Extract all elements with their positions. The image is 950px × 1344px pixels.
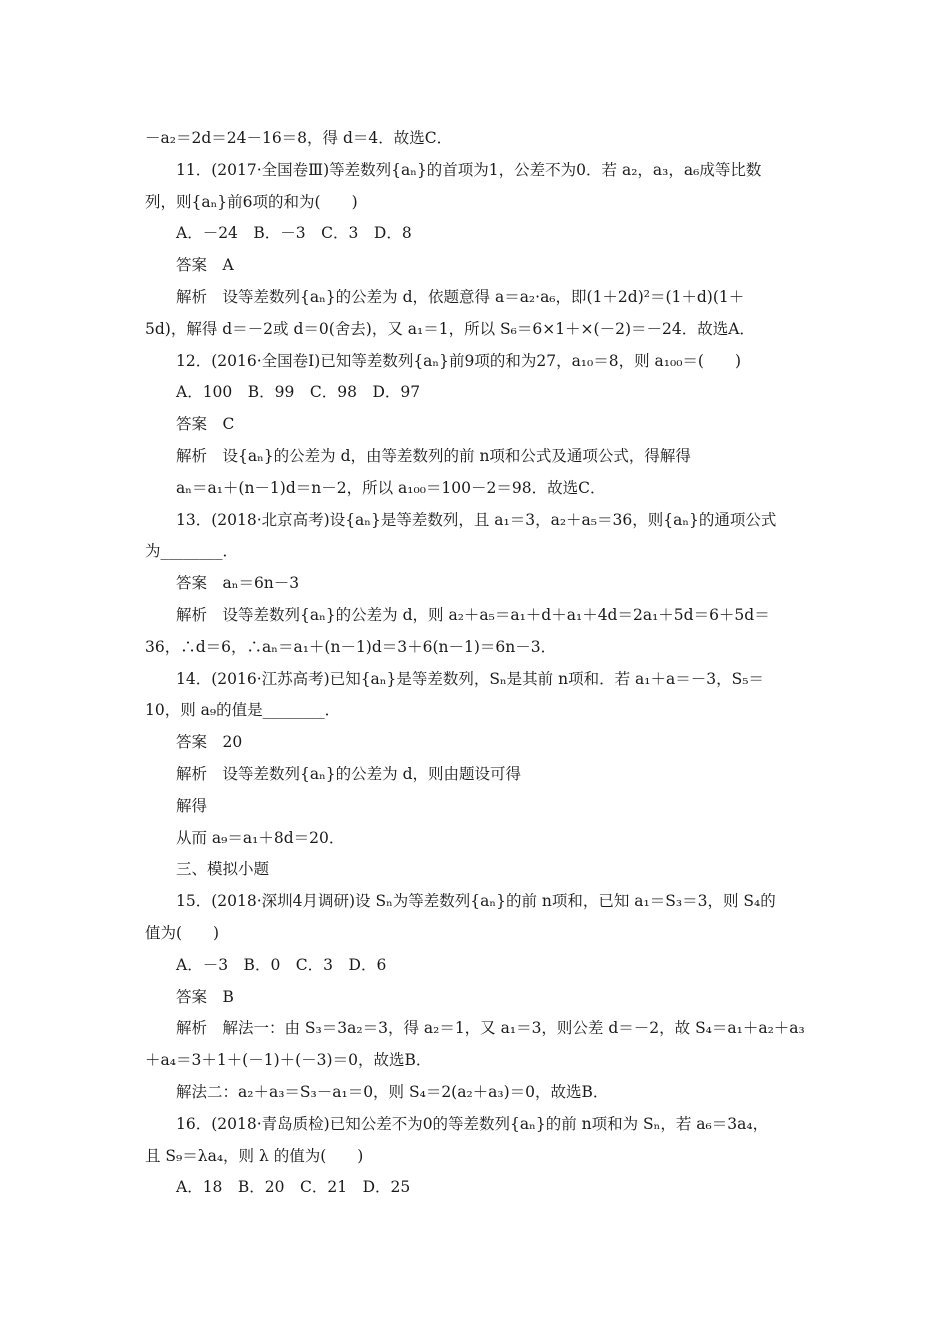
text-line: 解得 — [176, 796, 208, 815]
text-line: 答案 C — [176, 415, 235, 434]
text-line: 解法二：a₂＋a₃＝S₃－a₁＝0，则 S₄＝2(a₂＋a₃)＝0，故选B． — [176, 1082, 609, 1101]
text-line: 值为( ) — [145, 923, 220, 942]
text-line: 5d)，解得 d＝－2或 d＝0(舍去)，又 a₁＝1，所以 S₆＝6×1＋×(－2)＝－24．故选A． — [145, 319, 755, 338]
text-line: 15．(2018·深圳4月调研)设 Sₙ为等差数列{aₙ}的前 n项和，已知 a₁＝S₃＝3，则 S₄的 — [176, 892, 776, 911]
text-line: 10，则 a₉的值是________． — [145, 701, 341, 720]
text-line: －a₂＝2d＝24－16＝8，得 d＝4．故选C． — [145, 129, 453, 147]
text-line: 为________． — [145, 542, 239, 561]
text-line: 三、模拟小题 — [176, 860, 270, 879]
text-line: 解析 解法一：由 S₃＝3a₂＝3，得 a₂＝1，又 a₁＝3，则公差 d＝－2，故 S₄＝a₁＋a₂＋a₃ — [176, 1019, 805, 1038]
text-line: 答案 aₙ＝6n－3 — [176, 574, 300, 593]
text-line: 且 S₉＝λa₄，则 λ 的值为( ) — [145, 1146, 364, 1165]
text-line: 答案 B — [176, 987, 234, 1006]
text-line: 从而 a₉＝a₁＋8d＝20． — [176, 828, 345, 847]
text-line: 36，∴d＝6，∴aₙ＝a₁＋(n－1)d＝3＋6(n－1)＝6n－3． — [145, 637, 557, 656]
text-line: 解析 设{aₙ}的公差为 d，由等差数列的前 n项和公式及通项公式，得解得 — [176, 446, 691, 465]
text-line: A．100 B．99 C．98 D．97 — [176, 383, 421, 402]
text-line: 答案 20 — [176, 733, 243, 752]
text-line: 解析 设等差数列{aₙ}的公差为 d，则由题设可得 — [176, 764, 522, 783]
text-line: 列，则{aₙ}前6项的和为( ) — [145, 192, 358, 211]
text-line: 16．(2018·青岛质检)已知公差不为0的等差数列{aₙ}的前 n项和为 Sₙ，若 a₆＝3a₄， — [176, 1114, 769, 1133]
text-line: 解析 设等差数列{aₙ}的公差为 d，则 a₂＋a₅＝a₁＋d＋a₁＋4d＝2a₁＋5d＝6＋5d＝ — [176, 605, 770, 624]
text-line: 答案 A — [176, 256, 234, 275]
document-body — [145, 123, 810, 1204]
text-line: ＋a₄＝3＋1＋(－1)＋(－3)＝0，故选B． — [145, 1051, 432, 1070]
text-line: A．－24 B．－3 C．3 D．8 — [176, 224, 412, 243]
text-line: aₙ＝a₁＋(n－1)d＝n－2，所以 a₁₀₀＝100－2＝98．故选C． — [176, 478, 606, 497]
text-line: 解析 设等差数列{aₙ}的公差为 d，依题意得 a＝a₂·a₆，即(1＋2d)²＝(1＋d)(1＋ — [176, 287, 745, 306]
text-line: 13．(2018·北京高考)设{aₙ}是等差数列，且 a₁＝3，a₂＋a₅＝36，则{aₙ}的通项公式 — [176, 510, 777, 529]
text-line: 11．(2017·全国卷Ⅲ)等差数列{aₙ}的首项为1，公差不为0．若 a₂，a₃，a₆成等比数 — [176, 160, 762, 179]
text-line: 12．(2016·全国卷Ⅰ)已知等差数列{aₙ}前9项的和为27，a₁₀＝8，则 a₁₀₀＝( ) — [176, 351, 742, 370]
text-line: A．18 B．20 C．21 D．25 — [176, 1178, 411, 1197]
text-line: 14．(2016·江苏高考)已知{aₙ}是等差数列，Sₙ是其前 n项和．若 a₁＋a＝－3，S₅＝ — [176, 669, 764, 688]
text-line: A．－3 B．0 C．3 D．6 — [176, 955, 387, 974]
